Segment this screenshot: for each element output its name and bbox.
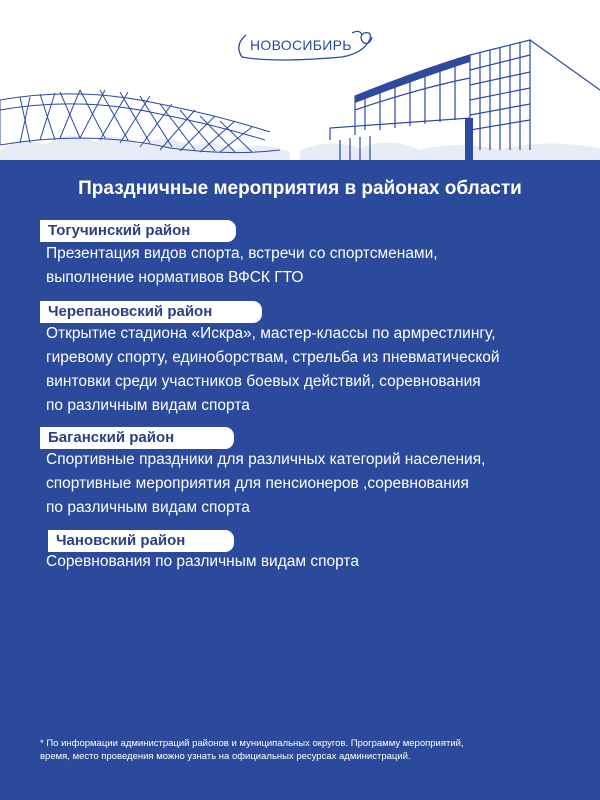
logo-text: НОВОСИБИРЬ [250,37,352,53]
logo [232,27,380,65]
district-label-bagan: Баганский район [40,427,234,449]
stadium-drawing [0,90,280,153]
district-description-cherepanovo: Открытие стадиона «Искра», мастер-классы по армрестлингу, гиревому спорту, единоборствам, стрельба из пневматической винтовки среди участников боевых действий, соревнования по различным видам спорта [46,325,500,414]
district-description-chany: Соревнования по различным видам спорта [46,553,359,570]
page-title: Праздничные мероприятия в районах области [78,178,522,199]
city-skyline-illustration [0,0,600,165]
district-description-toguchin: Презентация видов спорта, встречи со спортсменами, выполнение нормативов ВФСК ГТО [46,245,438,286]
district-label-chany: Чановский район [48,530,234,552]
footnote: * По информации администраций районов и муниципальных округов. Программу мероприятий, время, место проведения можно узнать на официальных ресурсах администраций. [40,738,464,762]
district-label-cherepanovo: Черепановский район [40,301,262,323]
header-illustration [0,0,600,165]
district-description-bagan: Спортивные праздники для различных категорий населения, спортивные мероприятия для пенсионеров ,соревнования по различным видам спорта [46,451,486,516]
district-label-toguchin: Тогучинский район [40,220,236,242]
